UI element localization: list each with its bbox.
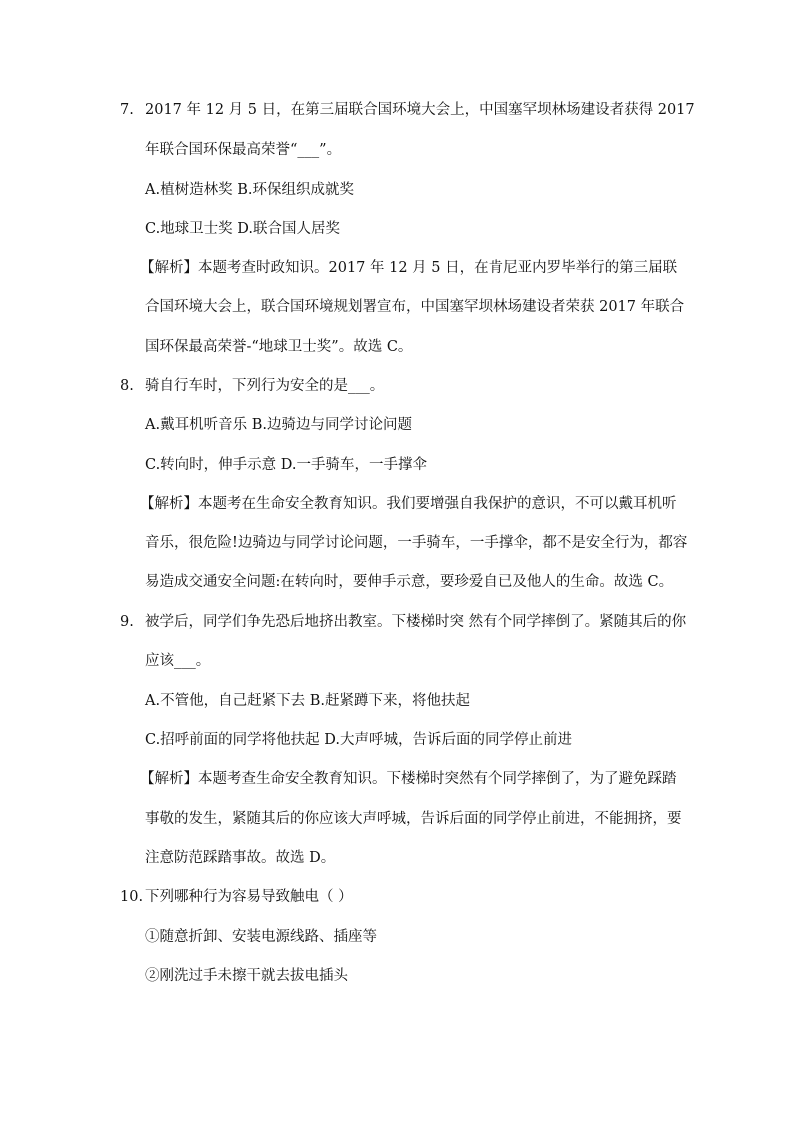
question-9-text-line-2: 应该___。 [145, 653, 211, 669]
question-7-analysis-line-3: 国环保最高荣誉-“地球卫士奖”。故选 C。 [145, 339, 413, 355]
question-7-text-line-2: 年联合国环保最高荣誉“___”。 [145, 142, 342, 158]
question-8-analysis-line-1: 【解析】本题考在生命安全教育知识。我们要增强自我保护的意识，不可以戴耳机听 [140, 496, 677, 512]
question-10-text-line-1: 下列哪种行为容易导致触电（ ） [145, 889, 353, 905]
question-8-options-line-2: C.转向时，伸手示意 D.一手骑车，一手撑伞 [145, 457, 428, 473]
question-10-options-line-2: ②刚洗过手未擦干就去拔电插头 [145, 968, 348, 984]
question-7-analysis-line-1: 【解析】本题考查时政知识。2017 年 12 月 5 日，在肯尼亚内罗毕举行的第三届联 [140, 260, 678, 276]
question-7-text-line-1: 2017 年 12 月 5 日，在第三届联合国环境大会上，中国塞罕坝林场建设者获得 2017 [145, 102, 695, 118]
question-9-analysis-line-2: 事敬的发生，紧随其后的你应该大声呼城，告诉后面的同学停止前进，不能拥挤，要 [145, 811, 682, 827]
question-10-number: 10. [120, 889, 144, 905]
question-9-analysis-line-3: 注意防范踩踏事故。故选 D。 [145, 850, 336, 866]
question-9-analysis-line-1: 【解析】本题考查生命安全教育知识。下楼梯时突然有个同学摔倒了，为了避免踩踏 [140, 771, 677, 787]
question-9-options-line-2: C.招呼前面的同学将他扶起 D.大声呼城，告诉后面的同学停止前进 [145, 732, 573, 748]
question-8-number: 8. [120, 378, 134, 394]
question-9-options-line-1: A.不管他，自己赶紧下去 B.赶紧蹲下来，将他扶起 [145, 693, 470, 709]
question-8-analysis-line-2: 音乐，很危险!边骑边与同学讨论问题，一手骑车，一手撑伞，都不是安全行为，都容 [145, 535, 688, 551]
question-7-analysis-line-2: 合国环境大会上，联合国环境规划署宣布，中国塞罕坝林场建设者荣获 2017 年联合 [145, 299, 685, 315]
question-7-options-line-1: A.植树造林奖 B.环保组织成就奖 [145, 182, 354, 198]
question-7-options-line-2: C.地球卫士奖 D.联合国人居奖 [145, 221, 341, 237]
question-10-options-line-1: ①随意折卸、安装电源线路、插座等 [145, 929, 377, 945]
question-9-text-line-1: 被学后，同学们争先恐后地挤出教室。下楼梯时突 然有个同学摔倒了。紧随其后的你 [145, 614, 687, 630]
question-9-number: 9. [120, 614, 134, 630]
question-8-options-line-1: A.戴耳机听音乐 B.边骑边与同学讨论问题 [145, 417, 412, 433]
question-8-analysis-line-3: 易造成交通安全问题:在转向时，要伸手示意，要珍爱自已及他人的生命。故选 C。 [145, 574, 674, 590]
question-8-text-line-1: 骑自行车时，下列行为安全的是___。 [145, 378, 385, 394]
question-7-number: 7. [120, 102, 134, 118]
